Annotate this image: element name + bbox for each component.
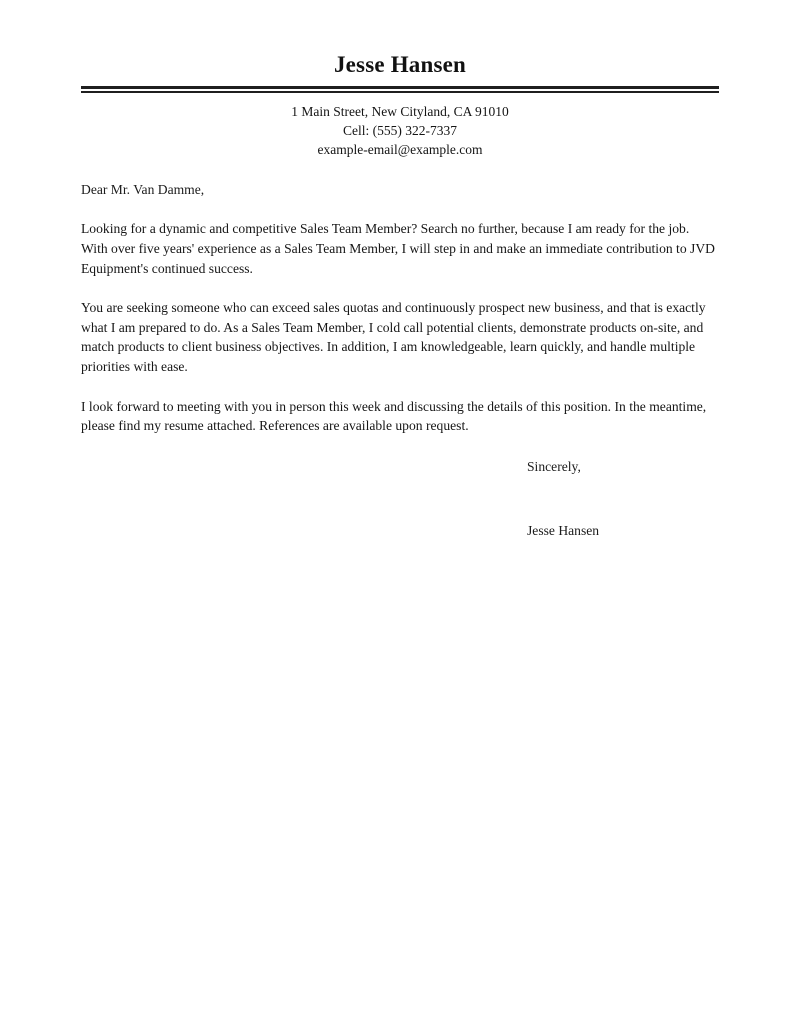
contact-block <box>81 102 719 159</box>
contact-email: example-email@example.com <box>317 141 483 157</box>
signature-name: Jesse Hansen <box>527 522 600 538</box>
contact-phone: Cell: (555) 322-7337 <box>343 122 457 138</box>
body-paragraph-3: I look forward to meeting with you in person this week and discussing the details of this position. In the meantime, please find my resume attached. References are available upon request. <box>81 398 707 434</box>
applicant-name: Jesse Hansen <box>333 52 467 77</box>
body-paragraph-1: Looking for a dynamic and competitive Sales Team Member? Search no further, because I am ready for the job. With over five years' experience as a Sales Team Member, I will step in and make an immediate contribution to JVD Equipment's continued success. <box>81 221 715 276</box>
contact-address: 1 Main Street, New Cityland, CA 91010 <box>291 103 509 119</box>
salutation: Dear Mr. Van Damme, <box>81 181 205 197</box>
letter-content <box>81 0 719 540</box>
divider-line-top <box>81 86 719 89</box>
divider-line-bottom <box>81 91 719 93</box>
letter-header <box>81 0 719 159</box>
body-paragraph-2: You are seeking someone who can exceed sales quotas and continuously prospect new business, and that is exactly what I am prepared to do. As a Sales Team Member, I cold call potential clients, demonstrate products on-site, and match products to client business objectives. In addition, I am knowledgeable, learn quickly, and handle multiple priorities with ease. <box>81 300 706 375</box>
header-divider <box>81 86 719 93</box>
closing: Sincerely, <box>527 458 581 474</box>
